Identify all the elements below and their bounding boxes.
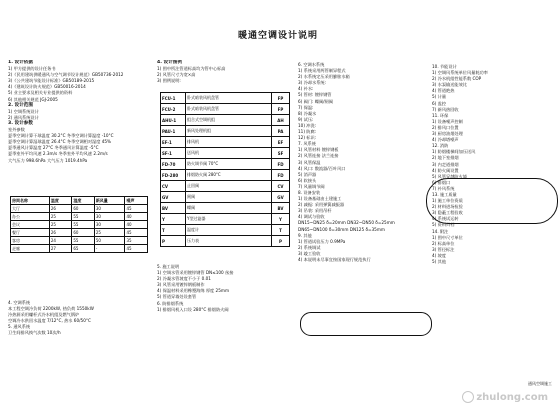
text-line: 4. 空调系统 [8,300,31,305]
table-cell: 25 [49,213,71,221]
equipment-code: GV [161,192,186,203]
text-line: 5) 资料归档 [432,222,455,228]
text-line: 2) 冷水机组性能系数 COP [432,76,482,82]
equipment-symbol: CV [272,181,290,192]
column-header: 湿度 [72,197,94,205]
legend-row [161,225,290,236]
text-line: 5) 消声器 [298,171,317,177]
equipment-code: FD-70 [161,159,186,170]
table-row [11,205,148,213]
legend-row [161,170,290,181]
text-line: 7) 补风系统 [432,185,455,191]
text-line: 3) 冷却水系统: [298,80,326,86]
text-line: 冷热源采用螺杆式冷水机组及燃气锅炉 [8,312,80,318]
text-line: 4) 管道绝热 [432,88,455,94]
legend-column [157,60,297,84]
equipment-code: FCU-1 [161,93,186,104]
text-line: 1) 防烟楼梯间加压送风 [432,149,476,155]
text-line: 8. 设备安装 [298,189,321,195]
equipment-name: 卧式暗装风机盘管 [186,93,272,104]
equipment-code: PAU-1 [161,126,186,137]
text-line: 大气压力 998.6hPa 大气压力 1019.4hPa [8,157,88,163]
text-line: 3)《公共建筑节能设计标准》GB50189-2015 [8,78,95,84]
legend-row [161,214,290,225]
table-cell: - [94,245,125,253]
text-line: 4)《建筑设计防火规范》GB50016-2014 [8,84,86,90]
text-line: 1) 空调风系统单位风量耗功率 [432,70,488,76]
equipment-code: BV [161,203,186,214]
legend-row [161,181,290,192]
table-cell: 30 [94,213,125,221]
equipment-name: 止回阀 [186,181,272,192]
text-line: 2) 风管连接 法兰连接 [298,153,339,159]
legend-row [161,137,290,148]
text-line: 1) 施工单位资质 [432,198,463,204]
table-cell: 客房 [11,237,50,245]
text-line: 2)《民用建筑供暖通风与空气调节设计规范》GB50736-2012 [8,72,124,78]
text-line: 6) 软接头 [298,177,317,183]
equipment-name: 温度计 [186,225,272,236]
text-line: 3) 厨房油烟处理 [432,131,463,137]
text-line: 1) 设备噪声控制 [432,118,463,124]
text-line: 2) 系统调试 [298,244,321,250]
legend-row [161,236,290,247]
text-line: 4) 本说明未尽事宜按国家现行规范执行 [298,257,371,262]
equipment-symbol: FP [272,93,290,104]
equipment-name: Y型过滤器 [186,214,272,225]
table-cell: 50 [94,237,125,245]
table-cell: 办公 [11,213,50,221]
text-line: 2) 通风系统设计 [8,114,39,120]
table-row [11,213,148,221]
text-line: 9. 其他 [298,232,312,238]
equipment-symbol: BV [272,203,290,214]
equipment-symbol: Y [272,214,290,225]
text-line: 6. 空调水系统 [298,62,325,67]
text-line: 5) 其他 [432,259,447,264]
page-title: 暖通空调设计说明 [238,31,319,41]
section-heading: 4. 设计图例 [157,60,182,65]
text-line: 4) 保温材料采用橡塑海绵 厚度 25mm [157,288,230,294]
table-cell: 45 [125,229,148,237]
text-line: 1) 空调系统设计 [8,108,39,114]
legend-row [161,148,290,159]
equipment-name: 闸阀 [186,192,272,203]
text-line: 2) 排风口位置 [432,124,459,130]
revision-cloud [300,312,432,336]
table-cell: 55 [72,213,94,221]
revision-cloud [426,178,558,224]
text-line: 4) 调试与验收 [298,214,325,220]
text-line: 4) 防火阀设置 [432,167,459,173]
text-line: 10. 节能设计 [432,64,457,69]
legend-row [161,93,290,104]
text-line: 1) 管道试验压力 0.9MPa [298,238,346,244]
text-line: 4) 风口: 散流器/百叶风口 [298,165,346,171]
equipment-symbol: SF [272,148,290,159]
equipment-legend-table [160,92,290,247]
text-line: DN15~DN25 δ=20mm DN32~DN50 δ=25mm [298,220,395,226]
equipment-name: 送风机 [186,148,272,159]
watermark [462,391,548,403]
table-cell: 60 [72,229,94,237]
equipment-code: Y [161,214,186,225]
text-line: 6. 防排烟系统 [157,300,184,306]
equipment-code: AHU-1 [161,115,186,126]
legend-row [161,115,290,126]
text-line: 2) 材料进场检验 [432,204,463,210]
table-cell: 会议 [11,221,50,229]
text-line: 5) 管材: 镀锌钢管 [298,92,332,98]
equipment-symbol: FP [272,104,290,115]
table-cell: 45 [125,245,148,253]
text-line: 7) 保温: [298,104,314,110]
equipment-name: 新风处理机组 [186,126,272,137]
text-line: 5. 通风系统 [8,324,31,330]
text-line: 6) 其他相关规范 JGJ-2005 [8,96,58,102]
text-line: 3) 竣工验收 [298,250,321,256]
text-line: 5) 业主要求及相关专业提供的资料 [8,90,73,96]
equipment-code: CV [161,181,186,192]
text-line: 4) 补水: [298,86,314,92]
text-line: 1) 系统采用两管制异程式 [298,68,346,74]
text-line: 5. 施工说明 [157,264,180,269]
text-line: 本工程空调冷负荷 2200kW, 热负荷 1550kW [8,306,94,312]
column-header: 温度 [49,197,71,205]
text-line: 4) 系统试运转 [432,216,459,222]
watermark-text: zhulong.com [476,392,548,403]
text-line: 9) 试压: [298,116,314,122]
text-line: 3) 管径标注 [432,246,455,252]
table-row [11,237,148,245]
text-line: 室外参数 [8,127,25,133]
text-line: 12) 标识: [298,135,317,141]
table-cell: 65 [72,245,94,253]
column-header: 新风量 [94,197,125,205]
text-line: 1) 排烟风机入口设 280°C 排烟防火阀 [157,306,229,312]
equipment-code: T [161,225,186,236]
text-line: 6) 排烟口 [432,179,451,185]
table-cell: 餐厅 [11,229,50,237]
table-row [11,221,148,229]
equipment-symbol: EF [272,137,290,148]
equipment-name: 组合式空调机组 [186,115,272,126]
table-cell: 40 [125,221,148,229]
text-line: 2) 水系统定压采用膨胀水箱 [298,74,350,80]
equipment-symbol: P [272,236,290,247]
table-row [11,245,148,253]
equipment-name: 蝶阀 [186,203,272,214]
text-line: 2) 地下室排烟 [432,155,459,161]
text-line: 2) 减振: 采用弹簧减振器 [298,202,345,208]
text-line: 夏季空调计算干球温度 30.2°C 冬季空调计算温度 -10°C [8,133,114,139]
equipment-code: FD-280 [161,170,186,181]
text-line: 7. 风系统 [298,141,316,147]
table-cell: 走廊 [11,245,50,253]
table-cell: 24 [49,237,71,245]
text-line: 10) 冲洗: [298,122,317,128]
table-cell: 40 [125,213,148,221]
text-line: 2) 冷凝水管坡度不小于 0.01 [157,276,211,282]
legend-row [161,203,290,214]
text-line: 14. 附注 [432,228,449,234]
text-line: 6) 阀门: 蝶阀/闸阀 [298,98,333,104]
table-cell: 25 [49,221,71,229]
column-header: 噪声 [125,197,148,205]
text-line: 3) 内走道排烟 [432,161,459,167]
text-line: 卫生间排风换气次数 10次/h [8,330,61,336]
text-line: 1) 甲方提供的设计任务书 [8,66,56,72]
text-line: 7) 新风热回收 [432,106,459,112]
text-line: 1) 图中所注管道标高均为管中心标高 [157,66,226,72]
text-line: 夏季室外平均风速 2.3m/s 冬季室外平均风速 2.2m/s [8,151,108,157]
legend-row [161,126,290,137]
text-line: 3) 水泵输送能效比 [432,82,467,88]
text-line: 空调冷水供回水温度 7/12°C, 热水 60/50°C [8,318,91,324]
equipment-code: FCU-2 [161,104,186,115]
text-line: DN65~DN100 δ=30mm DN125 δ=35mm [298,226,386,232]
text-line: 4) 冷却塔噪声 [432,137,459,143]
section-heading: 1. 设计依据 [8,60,33,65]
text-line: 夏季通风计算温度 27°C 冬季通风计算温度 -5°C [8,145,99,151]
text-line: 5) 管道穿墙处设套管 [157,294,197,300]
text-line: 3) 隐蔽工程验收 [432,210,463,216]
section-heading: 3. 设计参数 [8,120,33,126]
design-parameters-table [10,196,148,253]
design-basis-column [8,60,158,164]
text-line: 4) 坡度 [432,252,447,258]
text-line: 8) 冷凝水 [298,110,317,116]
text-line: 6) 监控 [432,100,447,106]
construction-notes [157,264,297,313]
table-header-row [11,197,148,205]
table-row [11,229,148,237]
text-line: 3) 吊装: 采用吊杆 [298,208,332,214]
system-notes [8,300,156,337]
legend-row [161,104,290,115]
text-line: 13. 施工质量 [432,191,457,197]
energy-notes-column [432,64,556,265]
equipment-code: EF-1 [161,137,186,148]
equipment-symbol: T [272,225,290,236]
equipment-name: 压力表 [186,236,272,247]
equipment-symbol: PA [272,126,290,137]
equipment-name: 防火调节阀 70°C [186,159,272,170]
text-line: 11) 防腐: [298,129,317,135]
text-line: 12. 消防 [432,143,449,149]
equipment-name: 排风机 [186,137,272,148]
table-cell: 26 [49,205,71,213]
equipment-name: 排烟防火阀 280°C [186,170,272,181]
table-cell: 35 [125,237,148,245]
water-system-column [298,62,433,263]
text-line: 5) 风管穿越防火墙 [432,173,467,179]
text-line: 1) 空调水管采用镀锌钢管 DN≤100 丝接 [157,270,234,276]
stamp-note: 通风空调施工 [528,381,552,386]
table-cell: 30 [94,205,125,213]
table-cell: 25 [94,229,125,237]
table-cell: 26 [49,229,71,237]
text-line: 7) 风量调节阀 [298,183,325,189]
text-line: 2) 风管尺寸为宽×高 [157,72,196,78]
table-cell: 大厅 [11,205,50,213]
text-line: 5) 计量 [432,94,447,100]
equipment-code: SF-1 [161,148,186,159]
text-line: 3) 图例说明: [157,78,181,84]
text-line: 11. 环保 [432,112,449,118]
text-line: 夏季空调计算湿球温度 26.4°C 冬季空调相对湿度 45% [8,139,112,145]
legend-row [161,192,290,203]
section-heading: 2. 设计范围 [8,102,33,108]
equipment-name: 卧式暗装风机盘管 [186,104,272,115]
text-line: 1) 风管材料 镀锌钢板 [298,147,339,153]
table-cell: 27 [49,245,71,253]
table-cell: 60 [72,205,94,213]
table-cell: 45 [125,205,148,213]
text-line: 1) 设备基础由土建施工 [298,196,342,202]
text-line: 2) 标高单位 [432,240,455,246]
text-line: 3) 风管采用镀锌钢板制作 [157,282,205,288]
equipment-symbol: FD [272,170,290,181]
logo-icon [462,391,474,403]
text-line: 3) 风管保温 [298,159,321,165]
equipment-symbol: AH [272,115,290,126]
legend-row [161,159,290,170]
equipment-code: P [161,236,186,247]
table-cell: 55 [72,221,94,229]
table-cell: 30 [94,221,125,229]
column-header: 房间名称 [11,197,50,205]
equipment-symbol: GV [272,192,290,203]
equipment-symbol: FD [272,159,290,170]
table-cell: 55 [72,237,94,245]
text-line: 1) 图中尺寸单位 [432,234,463,240]
